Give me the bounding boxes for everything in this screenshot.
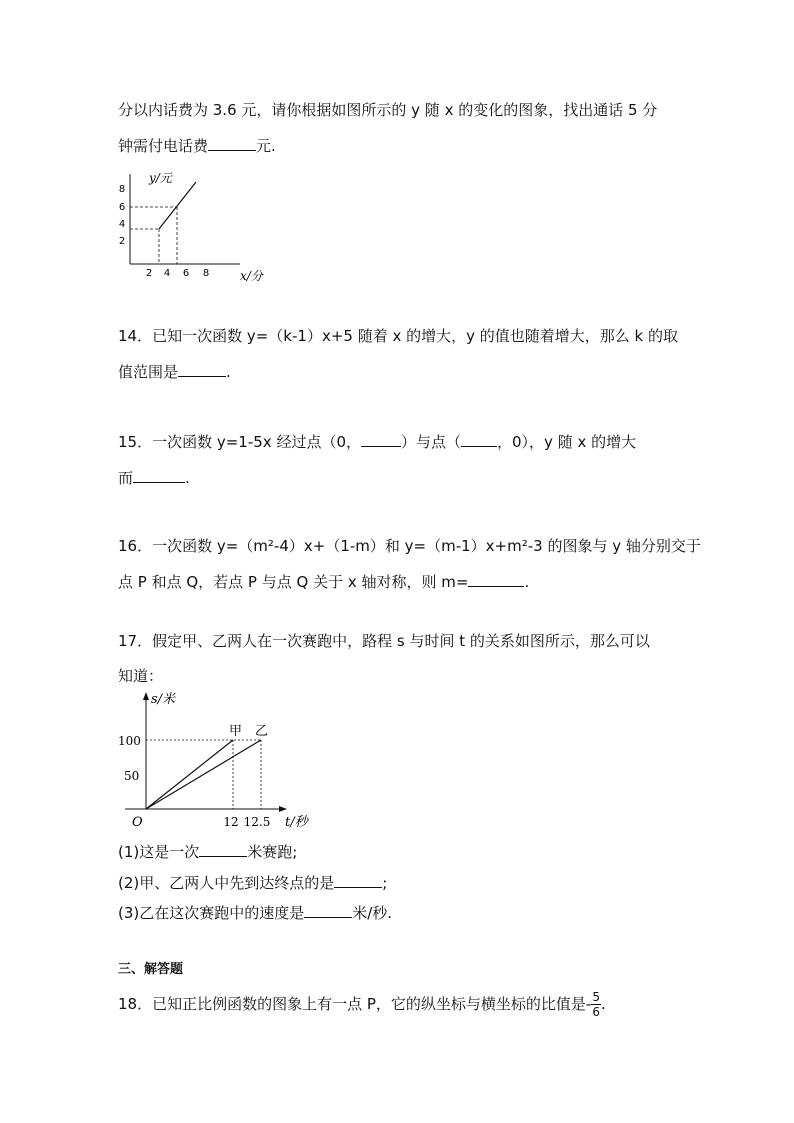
q17-sub1-answer-blank[interactable]: [199, 841, 247, 857]
q13-ytick: 2: [118, 236, 126, 247]
q17-line-yi: [146, 740, 261, 809]
q13-ytick: 8: [118, 184, 126, 195]
q15-answer-blank-1[interactable]: [361, 431, 401, 447]
q13-text-2a: 钟需付电话费: [118, 137, 209, 155]
q18-frac-numerator: 5: [592, 990, 600, 1004]
q15-answer-blank-2[interactable]: [461, 431, 497, 447]
q17-xtick-125: 12.5: [243, 815, 271, 829]
q16-text-2b: .: [524, 573, 530, 591]
q17-sub2-text-b: ;: [382, 874, 388, 892]
section-heading-text: 三、解答题: [118, 962, 184, 977]
q13-function-line: [159, 182, 196, 229]
q15-answer-blank-3[interactable]: [133, 467, 185, 483]
q15-text-1b: ）与点（: [401, 433, 462, 451]
q17-sub2-text-a: (2)甲、乙两人中先到达终点的是: [118, 874, 335, 892]
q17-sub1-text-b: 米赛跑;: [247, 843, 298, 861]
q14-line1: [118, 326, 678, 346]
q16-answer-blank[interactable]: [468, 571, 524, 587]
q13-line2: [118, 135, 276, 156]
q17-text-1: 17．假定甲、乙两人在一次赛跑中，路程 s 与时间 t 的关系如图所示，那么可以: [118, 632, 650, 650]
q17-y-arrow: [143, 692, 149, 700]
q15-line2: [118, 467, 190, 488]
q17-ytick-100: 100: [118, 734, 141, 748]
q17-y-label: s/米: [151, 692, 176, 707]
q17-sub3-text-a: (3)乙在这次赛跑中的速度是: [118, 904, 305, 922]
q18-text-a: 18．已知正比例函数的图象上有一点 P，它的纵坐标与横坐标的比值是-: [118, 995, 592, 1013]
q13-ytick: 4: [118, 219, 126, 230]
section-heading: [118, 960, 183, 980]
q13-xtick: 8: [202, 268, 210, 279]
q17-graph: [115, 686, 345, 836]
q17-text-2: 知道：: [118, 667, 164, 685]
q17-sub3-answer-blank[interactable]: [304, 902, 352, 918]
q14-answer-blank[interactable]: [178, 361, 226, 377]
q14-text-2b: .: [226, 363, 231, 381]
q16-text-2a: 点 P 和点 Q，若点 P 与点 Q 关于 x 轴对称，则 m=: [118, 573, 469, 591]
q13-graph: [115, 168, 275, 288]
q18-fraction: [591, 990, 601, 1019]
q15-text-2b: .: [185, 469, 190, 487]
q17-sub2-answer-blank[interactable]: [334, 872, 382, 888]
q17-sub1: [118, 841, 297, 862]
q17-sub3-text-b: 米/秒.: [352, 904, 393, 922]
q15-text-1c: ，0），y 随 x 的增大: [497, 433, 637, 451]
q17-origin: O: [132, 815, 143, 830]
q17-series-label-jia: 甲: [229, 724, 243, 739]
q15-text-2a: 而: [118, 469, 134, 487]
q18-text-b: .: [600, 995, 606, 1013]
q17-series-label-yi: 乙: [255, 724, 269, 739]
q16-text-1: 16．一次函数 y=（m²-4）x+（1-m）和 y=（m-1）x+m²-3 的图象与 y 轴分别交于: [118, 537, 701, 555]
q13-xtick: 2: [145, 268, 153, 279]
q17-line2: [118, 666, 163, 686]
q18-line: [118, 989, 606, 1019]
q14-text-1: 14．已知一次函数 y=（k-1）x+5 随着 x 的增大，y 的值也随着增大，那么 k 的取: [118, 327, 678, 345]
q13-xtick: 4: [163, 268, 171, 279]
q13-y-label: y/元: [149, 171, 172, 185]
q17-x-label: t/秒: [285, 815, 308, 830]
q18-frac-denominator: 6: [592, 1005, 600, 1019]
q13-line1: [118, 100, 657, 120]
q15-line1: [118, 431, 636, 452]
q17-sub2: [118, 872, 387, 893]
q13-x-label: x/分: [240, 269, 263, 283]
q17-line1: [118, 631, 650, 651]
q14-text-2a: 值范围是: [118, 363, 179, 381]
q16-line1: [118, 536, 701, 556]
q13-text-2b: 元.: [256, 137, 276, 155]
q17-x-arrow: [279, 806, 287, 812]
q13-xtick: 6: [182, 268, 190, 279]
q17-sub3: [118, 902, 392, 923]
q17-line-jia: [146, 740, 233, 809]
q13-text-1: 分以内话费为 3.6 元，请你根据如图所示的 y 随 x 的变化的图象，找出通话 5 分: [118, 101, 658, 119]
q17-sub1-text-a: (1)这是一次: [118, 843, 200, 861]
q17-ytick-50: 50: [124, 769, 140, 783]
q13-ytick: 6: [118, 202, 126, 213]
q14-line2: [118, 361, 231, 382]
q17-xtick-12: 12: [223, 815, 239, 829]
q15-text-1a: 15．一次函数 y=1-5x 经过点（0，: [118, 433, 361, 451]
q13-answer-blank[interactable]: [208, 135, 256, 151]
q16-line2: [118, 571, 529, 592]
